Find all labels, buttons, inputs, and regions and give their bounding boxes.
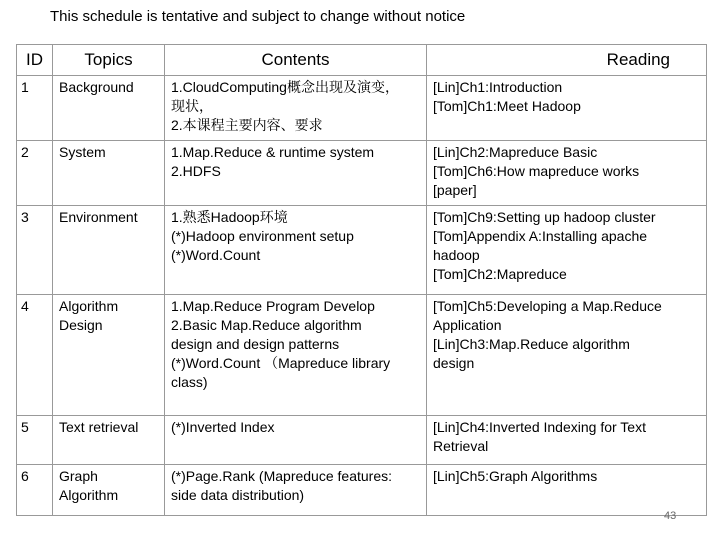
- cell-topic: [53, 76, 165, 141]
- contents-line: 1.熟悉Hadoop环境: [171, 209, 288, 225]
- contents-line: 2.本课程主要内容、要求: [171, 117, 323, 133]
- contents-line: 1.Map.Reduce & runtime system: [171, 144, 375, 160]
- page-number: 43: [664, 510, 677, 522]
- cell-reading: [427, 76, 707, 141]
- cell-id: 6: [17, 465, 53, 516]
- cell-contents: [165, 141, 427, 206]
- contents-line: 2.Basic Map.Reduce algorithm: [171, 317, 362, 333]
- contents-line: 现状，: [171, 98, 213, 114]
- cell-id: 5: [17, 416, 53, 465]
- contents-line: side data distribution): [171, 487, 305, 503]
- cell-reading: [427, 465, 707, 516]
- cell-contents: [165, 295, 427, 416]
- reading-line: [Lin]Ch1:Introduction: [433, 79, 563, 95]
- contents-line: design and design patterns: [171, 336, 340, 352]
- reading-line: [paper]: [433, 182, 477, 198]
- cell-contents: [165, 76, 427, 141]
- reading-line: [Tom]Ch9:Setting up hadoop cluster: [433, 209, 656, 225]
- table-row: [17, 465, 707, 516]
- header-row: [17, 45, 707, 76]
- cell-contents: [165, 465, 427, 516]
- reading-line: [Lin]Ch3:Map.Reduce algorithm: [433, 336, 630, 352]
- table-row: [17, 416, 707, 465]
- header-contents: Contents: [165, 45, 427, 76]
- cell-topic: [53, 206, 165, 295]
- reading-line: Retrieval: [433, 438, 489, 454]
- topic-line: Graph: [59, 468, 98, 484]
- cell-id: 2: [17, 141, 53, 206]
- reading-line: [Lin]Ch2:Mapreduce Basic: [433, 144, 598, 160]
- topic-line: System: [59, 144, 106, 160]
- contents-line: 1.CloudComputing概念出现及演变，: [171, 79, 399, 95]
- cell-id: 1: [17, 76, 53, 141]
- topic-line: Design: [59, 317, 103, 333]
- reading-line: [Lin]Ch4:Inverted Indexing for Text: [433, 419, 646, 435]
- reading-line: [Tom]Ch5:Developing a Map.Reduce: [433, 298, 662, 314]
- contents-line: (*)Inverted Index: [171, 419, 275, 435]
- reading-line: [Tom]Appendix A:Installing apache: [433, 228, 648, 244]
- cell-id: 4: [17, 295, 53, 416]
- contents-line: (*)Hadoop environment setup: [171, 228, 354, 244]
- header-reading: Reading: [427, 45, 707, 76]
- reading-line: [Tom]Ch1:Meet Hadoop: [433, 98, 581, 114]
- cell-topic: [53, 295, 165, 416]
- cell-id: 3: [17, 206, 53, 295]
- reading-line: design: [433, 355, 475, 371]
- schedule-table: [16, 44, 707, 516]
- cell-reading: [427, 295, 707, 416]
- cell-topic: [53, 416, 165, 465]
- cell-reading: [427, 206, 707, 295]
- contents-line: class): [171, 374, 208, 390]
- contents-line: (*)Word.Count （Mapreduce library: [171, 355, 391, 371]
- cell-topic: [53, 141, 165, 206]
- topic-line: Algorithm: [59, 298, 119, 314]
- header-id: ID: [17, 45, 53, 76]
- contents-line: (*)Word.Count: [171, 247, 261, 263]
- schedule-notice: This schedule is tentative and subject to change without notice: [50, 8, 466, 25]
- table-row: [17, 76, 707, 141]
- topic-line: Background: [59, 79, 134, 95]
- cell-topic: [53, 465, 165, 516]
- cell-reading: [427, 141, 707, 206]
- table-row: [17, 141, 707, 206]
- topic-line: Environment: [59, 209, 138, 225]
- contents-line: (*)Page.Rank (Mapreduce features:: [171, 468, 392, 484]
- reading-line: [Tom]Ch6:How mapreduce works: [433, 163, 640, 179]
- table-row: [17, 206, 707, 295]
- cell-contents: [165, 416, 427, 465]
- reading-line: Application: [433, 317, 502, 333]
- reading-line: [Tom]Ch2:Mapreduce: [433, 266, 567, 282]
- cell-contents: [165, 206, 427, 295]
- cell-reading: [427, 416, 707, 465]
- contents-line: 1.Map.Reduce Program Develop: [171, 298, 375, 314]
- table-row: [17, 295, 707, 416]
- reading-line: [Lin]Ch5:Graph Algorithms: [433, 468, 598, 484]
- topic-line: Text retrieval: [59, 419, 139, 435]
- topic-line: Algorithm: [59, 487, 119, 503]
- contents-line: 2.HDFS: [171, 163, 221, 179]
- reading-line: hadoop: [433, 247, 480, 263]
- header-topics: Topics: [53, 45, 165, 76]
